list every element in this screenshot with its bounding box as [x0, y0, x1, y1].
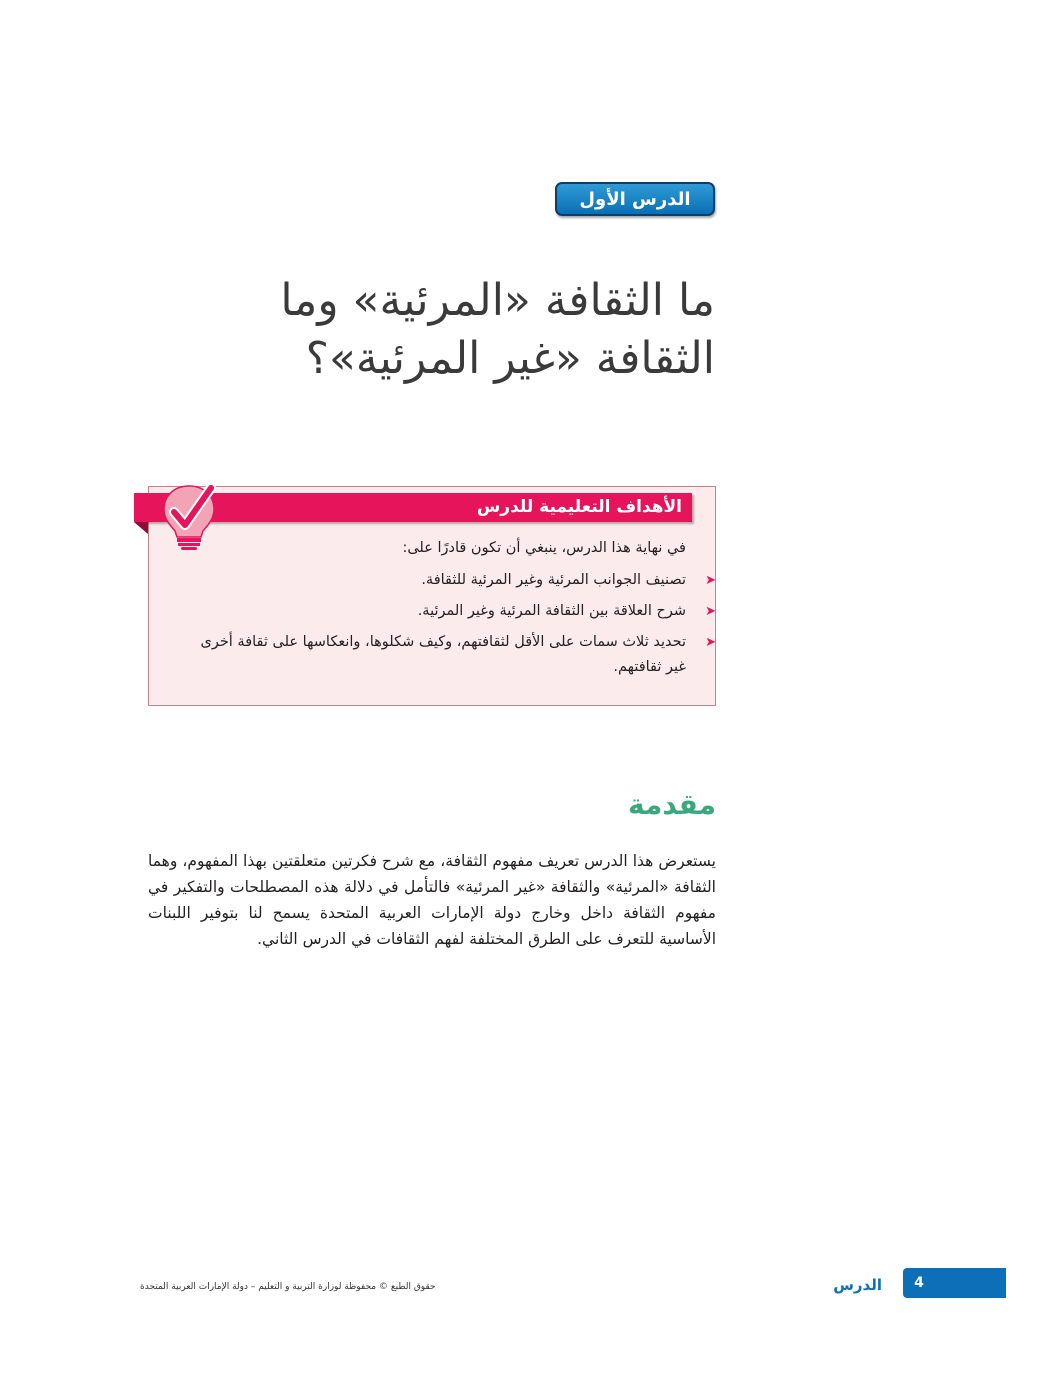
objective-text: تحديد ثلاث سمات على الأقل لثقافتهم، وكيف شكلوها، وانعكاسها على ثقافة أخرى غير ثقافتهم. — [200, 634, 686, 675]
page-title — [255, 272, 715, 388]
arrow-bullet-icon: ➤ — [705, 604, 716, 619]
objective-item — [186, 599, 716, 624]
lesson-badge-label: الدرس الأول — [579, 188, 691, 210]
objectives-heading: الأهداف التعليمية للدرس — [476, 497, 682, 517]
lesson-badge — [555, 182, 715, 216]
page-number-tab — [903, 1268, 1006, 1298]
introduction-body: يستعرض هذا الدرس تعريف مفهوم الثقافة، مع شرح فكرتين متعلقتين بهذا المفهوم، وهما الثقافة «المرئية» والثقافة «غير المرئية» فالتأمل في دلالة هذه المصطلحات والتفكير في مفهوم الثقافة داخل وخارج دولة الإمارات العربية المتحدة يسمح لنا بتوفير اللبنات الأساسية للتعرف على الطرق المختلفة لفهم الثقافات في الدرس الثاني. — [148, 852, 716, 948]
objective-item — [186, 568, 716, 593]
objective-text: شرح العلاقة بين الثقافة المرئية وغير المرئية. — [417, 603, 686, 619]
objectives-list — [186, 568, 716, 686]
objectives-intro: في نهاية هذا الدرس، ينبغي أن تكون قادرًا على: — [402, 540, 686, 556]
arrow-bullet-icon: ➤ — [705, 635, 716, 650]
page-number: 4 — [914, 1275, 924, 1291]
page-title-line-1: ما الثقافة «المرئية» وما — [280, 275, 715, 326]
objective-text: تصنيف الجوانب المرئية وغير المرئية للثقافة. — [421, 572, 686, 588]
copyright-notice: حقوق الطبع © محفوظة لوزارة التربية و التعليم – دولة الإمارات العربية المتحدة — [140, 1282, 436, 1292]
arrow-bullet-icon: ➤ — [705, 573, 716, 588]
objective-item — [186, 630, 716, 680]
objectives-ribbon-fold — [134, 522, 148, 534]
footer-section-label: الدرس — [833, 1276, 882, 1294]
introduction-heading: مقدمة — [628, 788, 716, 821]
page-title-line-2: الثقافة «غير المرئية»؟ — [305, 333, 715, 384]
